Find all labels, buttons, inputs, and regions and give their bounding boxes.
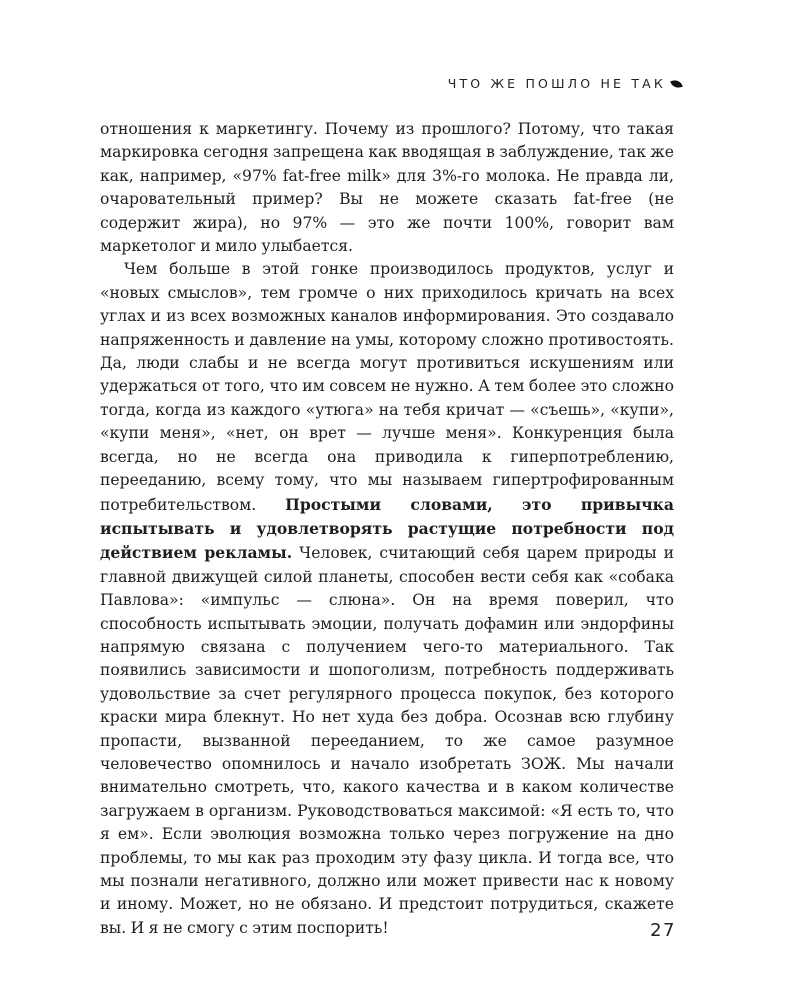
paragraph [100, 118, 674, 258]
text-segment: Чем больше в этой гонке производилось продуктов, услуг и «новых смыслов», тем громче о них приходилось кричать на всех углах и из всех возможных каналов информирования. Это создавало напряженность и давление на умы, которому сложно противостоять. Да, люди слабы и не всегда могут противиться искушениям или удержаться от того, что им совсем не нужно. А тем более это сложно тогда, когда из каждого «утюга» на тебя кричат — «съешь», «купи», «купи меня», «нет, он врет — лучше меня». Конкуренция была всегда, но не всегда она приводила к гиперпотреблению, перееданию, всему тому, что мы называем гипертрофированным потребительством. [100, 260, 674, 514]
paragraph [100, 258, 674, 940]
page-number: 27 [650, 920, 676, 941]
running-head [448, 76, 682, 91]
text-segment: Человек, считающий себя царем природы и главной движущей силой планеты, способен вести себя как «собака Павлова»: «импульс — слюна». Он на время поверил, что способность испытывать эмоции, получать дофамин или эндорфины напрямую связана с получением чего-то материального. Так появились зависимости и шопоголизм, потребность поддерживать удовольствие за счет регулярного процесса покупок, без которого краски мира блекнут. Но нет худа без добра. Осознав всю глубину пропасти, вызванной перееданием, то же самое разумное человечество опомнилось и начало изобретать ЗОЖ. Мы начали внимательно смотреть, что, какого качества и в каком количестве загружаем в организм. Руководствоваться максимой: «Я есть то, что я ем». Если эволюция возможна только через погружение на дно проблемы, то мы как раз проходим эту фазу цикла. И тогда все, что мы познали негативного, должно или может привести нас к новому и иному. Может, но не обязано. И предстоит потрудиться, скажете вы. И я не смогу с этим поспорить! [100, 544, 674, 937]
body-text [100, 118, 674, 940]
running-title: ЧТО ЖЕ ПОШЛО НЕ ТАК [447, 76, 666, 91]
leaf-icon [670, 78, 682, 88]
bold-emphasis: Простыми словами, это привычка испытывать и удовлетворять растущие потребности под действием рекламы. [100, 494, 674, 563]
text-segment: отношения к маркетингу. Почему из прошлого? Потому, что такая маркировка сегодня запрещена как вводящая в заблуждение, так же как, например, «97% fat-free milk» для 3%-го молока. Не правда ли, очаровательный пример? Вы не можете сказать fat-free (не содержит жира), но 97% — это же почти 100%, говорит вам маркетолог и мило улыбается. [100, 120, 674, 256]
